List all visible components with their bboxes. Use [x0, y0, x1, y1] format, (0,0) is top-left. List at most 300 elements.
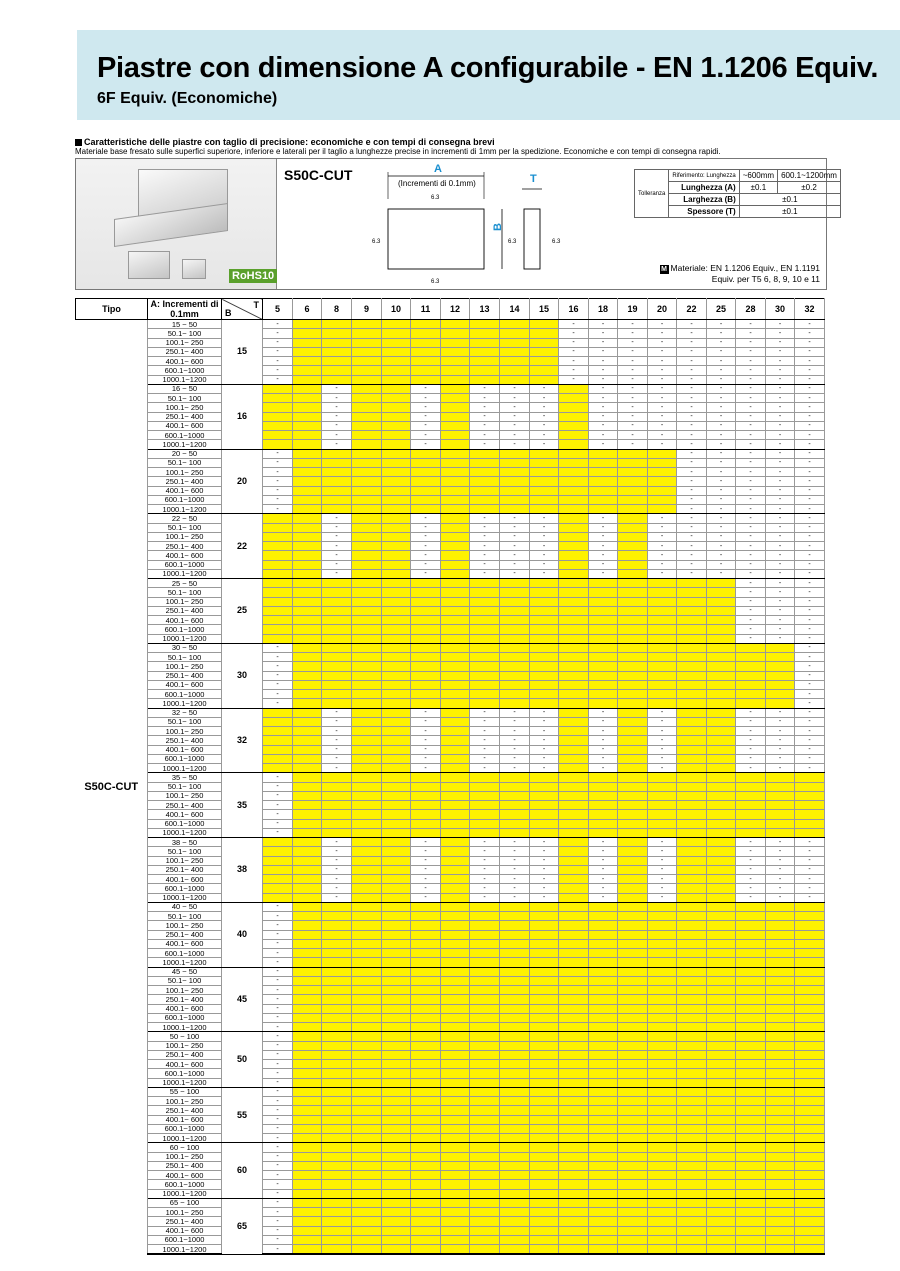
- available-cell: [470, 810, 500, 819]
- available-cell: [470, 1004, 500, 1013]
- available-cell: [441, 643, 470, 652]
- unavailable-cell: -: [795, 653, 825, 662]
- available-cell: [648, 1041, 677, 1050]
- available-cell: [500, 1115, 530, 1124]
- available-cell: [382, 320, 411, 329]
- tol-length-label: Lunghezza (A): [669, 182, 739, 194]
- available-cell: [707, 865, 736, 874]
- table-row: [76, 1004, 825, 1013]
- unavailable-cell: -: [500, 412, 530, 421]
- available-cell: [352, 1004, 382, 1013]
- available-cell: [677, 754, 707, 763]
- available-cell: [795, 967, 825, 976]
- unavailable-cell: -: [648, 838, 677, 847]
- a-range-cell: 250.1~ 400: [148, 412, 222, 421]
- available-cell: [322, 912, 352, 921]
- available-cell: [589, 699, 618, 708]
- available-cell: [352, 1198, 382, 1207]
- unavailable-cell: -: [500, 875, 530, 884]
- available-cell: [500, 616, 530, 625]
- available-cell: [530, 819, 559, 828]
- a-range-cell: 400.1~ 600: [148, 1115, 222, 1124]
- available-cell: [648, 1106, 677, 1115]
- unavailable-cell: -: [736, 616, 766, 625]
- unavailable-cell: -: [322, 569, 352, 578]
- unavailable-cell: -: [795, 856, 825, 865]
- available-cell: [559, 1124, 589, 1133]
- a-range-cell: 50.1~ 100: [148, 847, 222, 856]
- available-cell: [441, 412, 470, 421]
- available-cell: [470, 773, 500, 782]
- available-cell: [441, 782, 470, 791]
- available-cell: [736, 976, 766, 985]
- available-cell: [322, 486, 352, 495]
- available-cell: [263, 394, 293, 403]
- available-cell: [382, 976, 411, 985]
- table-row: [76, 1069, 825, 1078]
- available-cell: [411, 1023, 441, 1032]
- available-cell: [500, 1097, 530, 1106]
- available-cell: [441, 727, 470, 736]
- table-row: [76, 1087, 825, 1096]
- available-cell: [293, 403, 322, 412]
- available-cell: [441, 708, 470, 717]
- unavailable-cell: -: [766, 588, 795, 597]
- a-range-cell: 100.1~ 250: [148, 468, 222, 477]
- available-cell: [766, 653, 795, 662]
- available-cell: [352, 902, 382, 911]
- available-cell: [382, 1069, 411, 1078]
- available-cell: [677, 634, 707, 643]
- unavailable-cell: -: [411, 560, 441, 569]
- available-cell: [795, 1152, 825, 1161]
- available-cell: [470, 643, 500, 652]
- available-cell: [322, 976, 352, 985]
- available-cell: [293, 634, 322, 643]
- unavailable-cell: -: [736, 865, 766, 874]
- a-range-cell: 45 ~ 50: [148, 967, 222, 976]
- unavailable-cell: -: [263, 773, 293, 782]
- table-row: [76, 764, 825, 773]
- available-cell: [322, 986, 352, 995]
- available-cell: [648, 616, 677, 625]
- available-cell: [618, 458, 648, 467]
- available-cell: [352, 1032, 382, 1041]
- available-cell: [707, 902, 736, 911]
- available-cell: [382, 394, 411, 403]
- available-cell: [411, 338, 441, 347]
- tol-length-v1: ±0.1: [739, 182, 777, 194]
- available-cell: [589, 1161, 618, 1170]
- unavailable-cell: -: [677, 486, 707, 495]
- unavailable-cell: -: [263, 680, 293, 689]
- available-cell: [500, 801, 530, 810]
- available-cell: [352, 986, 382, 995]
- available-cell: [382, 347, 411, 356]
- available-cell: [293, 847, 322, 856]
- available-cell: [293, 532, 322, 541]
- available-cell: [707, 893, 736, 902]
- unavailable-cell: -: [766, 320, 795, 329]
- unavailable-cell: -: [618, 431, 648, 440]
- available-cell: [677, 597, 707, 606]
- available-cell: [322, 1208, 352, 1217]
- available-cell: [382, 1004, 411, 1013]
- unavailable-cell: -: [263, 1124, 293, 1133]
- unavailable-cell: -: [322, 736, 352, 745]
- available-cell: [470, 505, 500, 514]
- available-cell: [736, 1041, 766, 1050]
- unavailable-cell: -: [530, 754, 559, 763]
- unavailable-cell: -: [707, 412, 736, 421]
- available-cell: [441, 1115, 470, 1124]
- t-header-9: 9: [352, 299, 382, 320]
- unavailable-cell: -: [707, 560, 736, 569]
- available-cell: [618, 1097, 648, 1106]
- available-cell: [707, 1143, 736, 1152]
- available-cell: [441, 1208, 470, 1217]
- unavailable-cell: -: [677, 440, 707, 449]
- available-cell: [293, 468, 322, 477]
- available-cell: [441, 1245, 470, 1255]
- unavailable-cell: -: [795, 597, 825, 606]
- unavailable-cell: -: [795, 745, 825, 754]
- available-cell: [441, 680, 470, 689]
- available-cell: [618, 884, 648, 893]
- unavailable-cell: -: [648, 754, 677, 763]
- available-cell: [382, 1050, 411, 1059]
- available-cell: [382, 1078, 411, 1087]
- available-cell: [559, 394, 589, 403]
- available-cell: [707, 616, 736, 625]
- available-cell: [648, 1198, 677, 1207]
- available-cell: [441, 1124, 470, 1133]
- unavailable-cell: -: [618, 347, 648, 356]
- available-cell: [677, 1087, 707, 1096]
- available-cell: [352, 468, 382, 477]
- available-cell: [677, 1050, 707, 1059]
- available-cell: [677, 588, 707, 597]
- unavailable-cell: -: [766, 347, 795, 356]
- available-cell: [441, 912, 470, 921]
- available-cell: [618, 727, 648, 736]
- t-header-22: 22: [677, 299, 707, 320]
- unavailable-cell: -: [263, 1171, 293, 1180]
- available-cell: [382, 486, 411, 495]
- available-cell: [559, 653, 589, 662]
- available-cell: [500, 338, 530, 347]
- available-cell: [293, 671, 322, 680]
- available-cell: [589, 588, 618, 597]
- unavailable-cell: -: [411, 542, 441, 551]
- available-cell: [441, 856, 470, 865]
- available-cell: [352, 967, 382, 976]
- available-cell: [352, 1152, 382, 1161]
- available-cell: [382, 1013, 411, 1022]
- available-cell: [677, 782, 707, 791]
- available-cell: [382, 643, 411, 652]
- available-cell: [707, 1208, 736, 1217]
- available-cell: [589, 597, 618, 606]
- available-cell: [795, 1198, 825, 1207]
- unavailable-cell: -: [766, 532, 795, 541]
- available-cell: [559, 542, 589, 551]
- available-cell: [766, 1004, 795, 1013]
- available-cell: [736, 690, 766, 699]
- available-cell: [293, 1180, 322, 1189]
- available-cell: [559, 976, 589, 985]
- available-cell: [352, 588, 382, 597]
- available-cell: [470, 634, 500, 643]
- available-cell: [470, 329, 500, 338]
- available-cell: [589, 986, 618, 995]
- available-cell: [648, 671, 677, 680]
- available-cell: [352, 1060, 382, 1069]
- unavailable-cell: -: [795, 403, 825, 412]
- a-range-cell: 250.1~ 400: [148, 1106, 222, 1115]
- table-row: [76, 320, 825, 329]
- available-cell: [470, 1134, 500, 1143]
- unavailable-cell: -: [618, 440, 648, 449]
- tol-thickness-value: ±0.1: [739, 206, 840, 218]
- available-cell: [382, 431, 411, 440]
- a-range-cell: 600.1~1000: [148, 366, 222, 375]
- available-cell: [707, 588, 736, 597]
- available-cell: [500, 921, 530, 930]
- available-cell: [559, 1106, 589, 1115]
- available-cell: [530, 958, 559, 967]
- available-cell: [736, 810, 766, 819]
- available-cell: [441, 1198, 470, 1207]
- available-cell: [766, 1134, 795, 1143]
- unavailable-cell: -: [470, 542, 500, 551]
- available-cell: [382, 1106, 411, 1115]
- unavailable-cell: -: [263, 902, 293, 911]
- available-cell: [500, 643, 530, 652]
- available-cell: [293, 773, 322, 782]
- available-cell: [736, 791, 766, 800]
- available-cell: [322, 449, 352, 458]
- available-cell: [293, 1189, 322, 1198]
- available-cell: [263, 523, 293, 532]
- available-cell: [500, 449, 530, 458]
- available-cell: [352, 717, 382, 726]
- available-cell: [766, 1208, 795, 1217]
- t-header-25: 25: [707, 299, 736, 320]
- available-cell: [559, 967, 589, 976]
- unavailable-cell: -: [470, 865, 500, 874]
- unavailable-cell: -: [707, 477, 736, 486]
- available-cell: [411, 967, 441, 976]
- unavailable-cell: -: [530, 431, 559, 440]
- available-cell: [441, 921, 470, 930]
- available-cell: [293, 1041, 322, 1050]
- available-cell: [559, 902, 589, 911]
- available-cell: [618, 764, 648, 773]
- available-cell: [736, 699, 766, 708]
- available-cell: [530, 597, 559, 606]
- unavailable-cell: -: [677, 569, 707, 578]
- available-cell: [441, 357, 470, 366]
- available-cell: [382, 458, 411, 467]
- available-cell: [382, 1124, 411, 1133]
- unavailable-cell: -: [795, 893, 825, 902]
- unavailable-cell: -: [322, 384, 352, 393]
- available-cell: [766, 1097, 795, 1106]
- available-cell: [766, 1143, 795, 1152]
- available-cell: [530, 912, 559, 921]
- a-range-cell: 100.1~ 250: [148, 338, 222, 347]
- available-cell: [766, 912, 795, 921]
- available-cell: [263, 412, 293, 421]
- unavailable-cell: -: [263, 976, 293, 985]
- table-row: [76, 505, 825, 514]
- available-cell: [795, 939, 825, 948]
- unavailable-cell: -: [263, 357, 293, 366]
- available-cell: [559, 1078, 589, 1087]
- available-cell: [500, 1023, 530, 1032]
- available-cell: [707, 1078, 736, 1087]
- table-row: [76, 958, 825, 967]
- available-cell: [382, 902, 411, 911]
- unavailable-cell: -: [263, 995, 293, 1004]
- unavailable-cell: -: [618, 357, 648, 366]
- available-cell: [559, 634, 589, 643]
- unavailable-cell: -: [263, 958, 293, 967]
- a-range-cell: 400.1~ 600: [148, 810, 222, 819]
- unavailable-cell: -: [470, 514, 500, 523]
- unavailable-cell: -: [411, 745, 441, 754]
- available-cell: [766, 986, 795, 995]
- available-cell: [589, 1087, 618, 1096]
- unavailable-cell: -: [677, 320, 707, 329]
- available-cell: [322, 680, 352, 689]
- a-range-cell: 600.1~1000: [148, 1124, 222, 1133]
- available-cell: [441, 616, 470, 625]
- unavailable-cell: -: [411, 384, 441, 393]
- available-cell: [441, 754, 470, 763]
- available-cell: [589, 690, 618, 699]
- available-cell: [263, 838, 293, 847]
- available-cell: [795, 1217, 825, 1226]
- unavailable-cell: -: [736, 847, 766, 856]
- unavailable-cell: -: [470, 394, 500, 403]
- a-range-cell: 600.1~1000: [148, 495, 222, 504]
- available-cell: [589, 1134, 618, 1143]
- unavailable-cell: -: [263, 1115, 293, 1124]
- available-cell: [677, 1189, 707, 1198]
- unavailable-cell: -: [263, 1235, 293, 1244]
- available-cell: [352, 810, 382, 819]
- available-cell: [618, 995, 648, 1004]
- available-cell: [411, 1106, 441, 1115]
- a-range-cell: 100.1~ 250: [148, 986, 222, 995]
- available-cell: [293, 394, 322, 403]
- table-row: [76, 1217, 825, 1226]
- a-range-cell: 1000.1~1200: [148, 1134, 222, 1143]
- unavailable-cell: -: [500, 532, 530, 541]
- a-range-cell: 400.1~ 600: [148, 1171, 222, 1180]
- available-cell: [382, 1245, 411, 1255]
- available-cell: [677, 606, 707, 615]
- available-cell: [470, 1189, 500, 1198]
- available-cell: [589, 458, 618, 467]
- available-cell: [441, 986, 470, 995]
- available-cell: [589, 782, 618, 791]
- available-cell: [559, 680, 589, 689]
- b-value-cell: 45: [222, 967, 263, 1032]
- available-cell: [795, 1171, 825, 1180]
- available-cell: [293, 1124, 322, 1133]
- available-cell: [500, 495, 530, 504]
- unavailable-cell: -: [322, 884, 352, 893]
- available-cell: [618, 1041, 648, 1050]
- available-cell: [559, 856, 589, 865]
- available-cell: [559, 791, 589, 800]
- available-cell: [441, 1078, 470, 1087]
- available-cell: [648, 690, 677, 699]
- unavailable-cell: -: [707, 394, 736, 403]
- available-cell: [441, 819, 470, 828]
- available-cell: [530, 1078, 559, 1087]
- unavailable-cell: -: [470, 523, 500, 532]
- available-cell: [589, 1124, 618, 1133]
- unavailable-cell: -: [766, 523, 795, 532]
- t-header-10: 10: [382, 299, 411, 320]
- available-cell: [559, 1004, 589, 1013]
- available-cell: [648, 976, 677, 985]
- available-cell: [470, 1069, 500, 1078]
- available-cell: [382, 1023, 411, 1032]
- available-cell: [470, 967, 500, 976]
- available-cell: [677, 967, 707, 976]
- table-row: [76, 569, 825, 578]
- available-cell: [441, 865, 470, 874]
- table-row: [76, 986, 825, 995]
- available-cell: [530, 1226, 559, 1235]
- available-cell: [736, 939, 766, 948]
- table-row: [76, 930, 825, 939]
- available-cell: [707, 986, 736, 995]
- available-cell: [470, 495, 500, 504]
- available-cell: [795, 801, 825, 810]
- a-range-cell: 1000.1~1200: [148, 440, 222, 449]
- available-cell: [293, 893, 322, 902]
- unavailable-cell: -: [795, 320, 825, 329]
- unavailable-cell: -: [530, 838, 559, 847]
- available-cell: [736, 1189, 766, 1198]
- unavailable-cell: -: [411, 403, 441, 412]
- available-cell: [589, 921, 618, 930]
- available-cell: [618, 1217, 648, 1226]
- available-cell: [677, 921, 707, 930]
- unavailable-cell: -: [766, 893, 795, 902]
- available-cell: [322, 495, 352, 504]
- table-row: [76, 495, 825, 504]
- available-cell: [441, 949, 470, 958]
- available-cell: [382, 542, 411, 551]
- available-cell: [618, 902, 648, 911]
- available-cell: [411, 1060, 441, 1069]
- available-cell: [707, 1152, 736, 1161]
- available-cell: [322, 791, 352, 800]
- available-cell: [441, 384, 470, 393]
- available-cell: [382, 440, 411, 449]
- available-cell: [766, 1217, 795, 1226]
- available-cell: [470, 1023, 500, 1032]
- available-cell: [293, 1013, 322, 1022]
- available-cell: [677, 912, 707, 921]
